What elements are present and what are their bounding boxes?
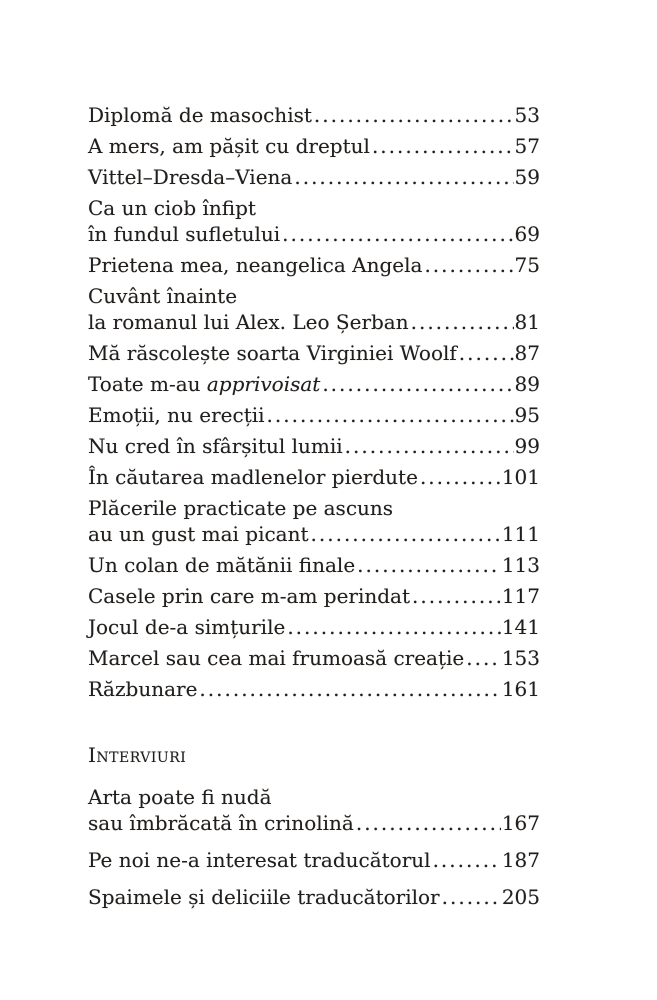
page-number: 101: [501, 465, 540, 489]
page-number: 59: [514, 165, 540, 189]
page-number: 69: [514, 222, 540, 246]
section-heading: Interviuri: [88, 743, 187, 767]
toc-entry: [88, 847, 540, 873]
page-number: 81: [514, 310, 540, 334]
page-number: 75: [514, 253, 540, 277]
page-number: 95: [514, 403, 540, 427]
page-number: 205: [501, 885, 540, 909]
entry-title: Un colan de mătănii finale: [88, 553, 356, 577]
entry-title: Jocul de-a simțurile: [88, 615, 286, 639]
entry-title: Plăcerile practicate pe ascuns: [88, 496, 394, 520]
toc-entry: [88, 133, 540, 159]
entry-title: sau îmbrăcată în crinolină: [88, 811, 354, 835]
page-number: 153: [501, 646, 540, 670]
page-number: 53: [514, 103, 540, 127]
entry-title: Pe noi ne-a interesat traducătorul: [88, 848, 431, 872]
entry-title: A mers, am pășit cu dreptul: [88, 134, 370, 158]
dot-leader: [372, 133, 514, 159]
entry-title: În căutarea madlenelor pierdute: [88, 465, 418, 489]
page-number: 99: [514, 434, 540, 458]
toc-entry: [88, 371, 540, 397]
page-number: 187: [501, 848, 540, 872]
entry-title: Ca un ciob înfipt: [88, 196, 256, 220]
toc-entry: [88, 164, 540, 190]
page-number: 117: [501, 584, 540, 608]
entry-title: în fundul sufletului: [88, 222, 281, 246]
toc-entry: [88, 884, 540, 910]
entry-title: la romanul lui Alex. Leo Șerban: [88, 310, 409, 334]
toc-entry: [88, 464, 540, 490]
dot-leader: [357, 552, 501, 578]
page-number: 89: [514, 372, 540, 396]
entry-title: [88, 371, 320, 397]
toc-entry: [88, 402, 540, 428]
toc-entry: [88, 614, 540, 640]
toc-entry: [88, 495, 540, 547]
entry-title: Cuvânt înainte: [88, 284, 238, 308]
page-number: 161: [501, 677, 540, 701]
entry-title: Marcel sau cea mai frumoasă creație: [88, 646, 465, 670]
dot-leader: [322, 371, 513, 397]
entry-title: Emoții, nu erecții: [88, 403, 265, 427]
dot-leader: [282, 221, 513, 247]
dot-leader: [459, 340, 514, 366]
dot-leader: [345, 433, 514, 459]
entry-title: Răzbunare: [88, 677, 198, 701]
dot-leader: [420, 464, 501, 490]
dot-leader: [294, 164, 513, 190]
entry-title: Nu cred în sfârșitul lumii: [88, 434, 343, 458]
page-number: 87: [514, 341, 540, 365]
toc-entry: [88, 252, 540, 278]
toc-entry: [88, 645, 540, 671]
page-number: 141: [501, 615, 540, 639]
toc-entry: [88, 433, 540, 459]
toc-entry: [88, 283, 540, 335]
toc-entry: [88, 583, 540, 609]
entry-title: Arta poate fi nudă: [88, 785, 272, 809]
dot-leader: [267, 402, 514, 428]
entry-title: Prietena mea, neangelica Angela: [88, 253, 423, 277]
dot-leader: [356, 810, 501, 836]
dot-leader: [311, 521, 501, 547]
page-number: 113: [501, 553, 540, 577]
toc-entry: [88, 676, 540, 702]
dot-leader: [287, 614, 501, 640]
dot-leader: [433, 847, 501, 873]
page-number: 111: [501, 522, 540, 546]
dot-leader: [411, 309, 514, 335]
entry-title: Casele prin care m-am perindat: [88, 584, 411, 608]
entry-title: Vittel–Dresda–Viena: [88, 165, 293, 189]
toc-entry: [88, 195, 540, 247]
entry-title: Diplomă de masochist: [88, 103, 312, 127]
toc-entry: [88, 102, 540, 128]
toc-entry: [88, 552, 540, 578]
dot-leader: [412, 583, 501, 609]
dot-leader: [442, 884, 501, 910]
entry-title: au un gust mai picant: [88, 522, 309, 546]
dot-leader: [314, 102, 514, 128]
entry-title-text: Toate m-au: [88, 372, 207, 396]
interviews-section: [88, 784, 540, 910]
page-number: 167: [501, 811, 540, 835]
dot-leader: [466, 645, 501, 671]
dot-leader: [199, 676, 500, 702]
entry-title: Mă răscolește soarta Virginiei Woolf: [88, 341, 457, 365]
toc-entry: [88, 340, 540, 366]
toc-entry: [88, 784, 540, 836]
page-number: 57: [514, 134, 540, 158]
dot-leader: [424, 252, 513, 278]
entry-title-italic: apprivoisat: [206, 372, 321, 396]
entry-title: Spaimele și deliciile traducătorilor: [88, 885, 440, 909]
